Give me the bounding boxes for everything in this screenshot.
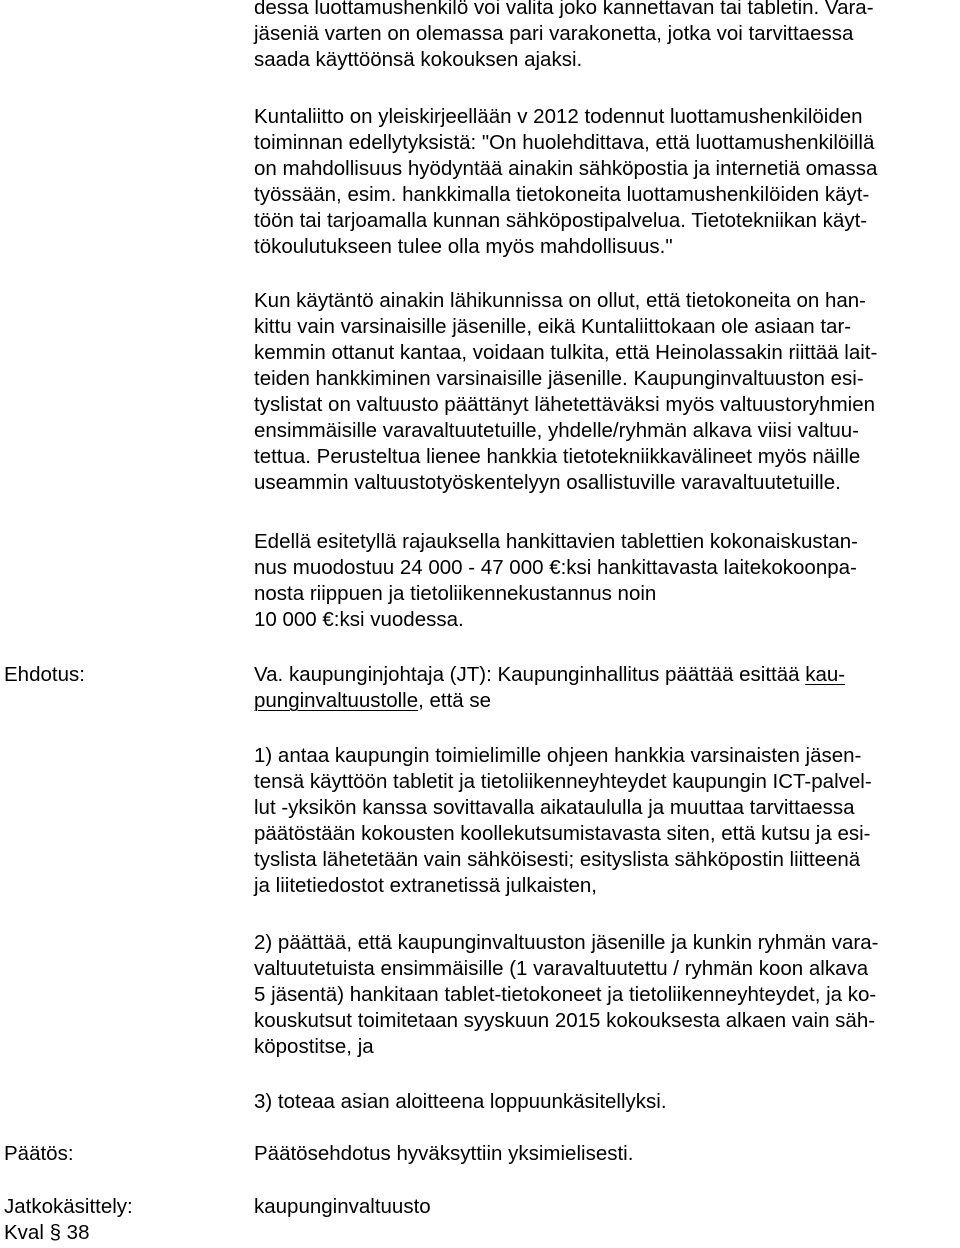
list-item-line: ja liitetiedostot extranetissä julkaisten,: [254, 874, 597, 897]
paatos-text: Päätösehdotus hyväksyttiin yksimielisesti.: [254, 1142, 634, 1165]
list-item-line: tensä käyttöön tabletit ja tietoliikenneyhteydet kaupungin ICT-palvel-: [254, 770, 872, 793]
list-item-line: 2) päättää, että kaupunginvaltuuston jäsenille ja kunkin ryhmän vara-: [254, 931, 879, 954]
text-line: kittu vain varsinaisille jäsenille, eikä Kuntaliittokaan ole asiaan tar-: [254, 315, 852, 338]
ehdotus-underlined-text: punginvaltuustolle: [254, 689, 419, 712]
list-item-line: valtuutetuista ensimmäisille (1 varavaltuutettu / ryhmän koon alkava: [254, 957, 869, 980]
list-item-line: päätöstään kokousten koollekutsumistavasta siten, että kutsu ja esi-: [254, 822, 871, 845]
jatkokasittely-label: Jatkokäsittely:: [4, 1195, 133, 1218]
text-line: työssään, esim. hankkimalla tietokoneita luottamushenkilöiden käyt-: [254, 183, 870, 206]
text-line: toiminnan edellytyksistä: "On huolehdittava, että luottamushenkilöillä: [254, 131, 875, 154]
text-line: Kun käytäntö ainakin lähikunnissa on ollut, että tietokoneita on han-: [254, 289, 866, 312]
list-item-line: köpostitse, ja: [254, 1035, 374, 1058]
text-line: jäseniä varten on olemassa pari varakonetta, jotka voi tarvittaessa: [254, 22, 854, 45]
kval-reference: Kval § 38: [4, 1221, 90, 1244]
text-line: 10 000 €:ksi vuodessa.: [254, 608, 464, 631]
ehdotus-line: [254, 689, 491, 713]
ehdotus-text: Va. kaupunginjohtaja (JT): Kaupunginhallitus päättää esittää: [254, 663, 806, 686]
text-line: tettua. Perusteltua lienee hankkia tietotekniikkavälineet myös näille: [254, 445, 861, 468]
text-line: ensimmäisille varavaltuutetuille, yhdelle/ryhmän alkava viisi valtuu-: [254, 419, 860, 442]
text-line: töön tai tarjoamalla kunnan sähköpostipalvelua. Tietotekniikan käyt-: [254, 209, 868, 232]
list-item-line: 1) antaa kaupungin toimielimille ohjeen hankkia varsinaisten jäsen-: [254, 744, 862, 767]
list-item-line: kouskutsut toimitetaan syyskuun 2015 kokouksesta alkaen vain säh-: [254, 1009, 876, 1032]
text-line: tökoulutukseen tulee olla myös mahdollisuus.": [254, 235, 673, 258]
text-line: on mahdollisuus hyödyntää ainakin sähköpostia ja internetiä omassa: [254, 157, 878, 180]
list-item-line: lut -yksikön kanssa sovittavalla aikataululla ja muuttaa tarvittaessa: [254, 796, 855, 819]
text-line: teiden hankkiminen varsinaisille jäsenille. Kaupunginvaltuuston esi-: [254, 367, 864, 390]
ehdotus-line: [254, 663, 845, 687]
list-item-line: 3) toteaa asian aloitteena loppuunkäsitellyksi.: [254, 1090, 667, 1113]
text-line: kemmin ottanut kantaa, voidaan tulkita, että Heinolassakin riittää lait-: [254, 341, 878, 364]
paatos-label: Päätös:: [4, 1142, 74, 1165]
text-line: nosta riippuen ja tietoliikennekustannus noin: [254, 582, 657, 605]
ehdotus-underlined-text: kau-: [805, 663, 846, 686]
text-line: dessa luottamushenkilö voi valita joko kannettavan tai tabletin. Vara-: [254, 0, 874, 19]
list-item-line: 5 jäsentä) hankitaan tablet-tietokoneet ja tietoliikenneyhteydet, ja ko-: [254, 983, 877, 1006]
text-line: nus muodostuu 24 000 - 47 000 €:ksi hankittavasta laitekokoonpa-: [254, 556, 857, 579]
jatkokasittely-text: kaupunginvaltuusto: [254, 1195, 431, 1218]
text-line: Kuntaliitto on yleiskirjeellään v 2012 todennut luottamushenkilöiden: [254, 105, 863, 128]
text-line: saada käyttöönsä kokouksen ajaksi.: [254, 48, 583, 71]
text-line: useammin valtuustotyöskentelyyn osallistuville varavaltuutetuille.: [254, 471, 841, 494]
ehdotus-label: Ehdotus:: [4, 663, 85, 686]
list-item-line: tyslista lähetetään vain sähköisesti; esityslista sähköpostin liitteenä: [254, 848, 861, 871]
ehdotus-text: , että se: [418, 689, 492, 712]
text-line: tyslistat on valtuusto päättänyt lähetettäväksi myös valtuustoryhmien: [254, 393, 876, 416]
text-line: Edellä esitetyllä rajauksella hankittavien tablettien kokonaiskustan-: [254, 530, 858, 553]
